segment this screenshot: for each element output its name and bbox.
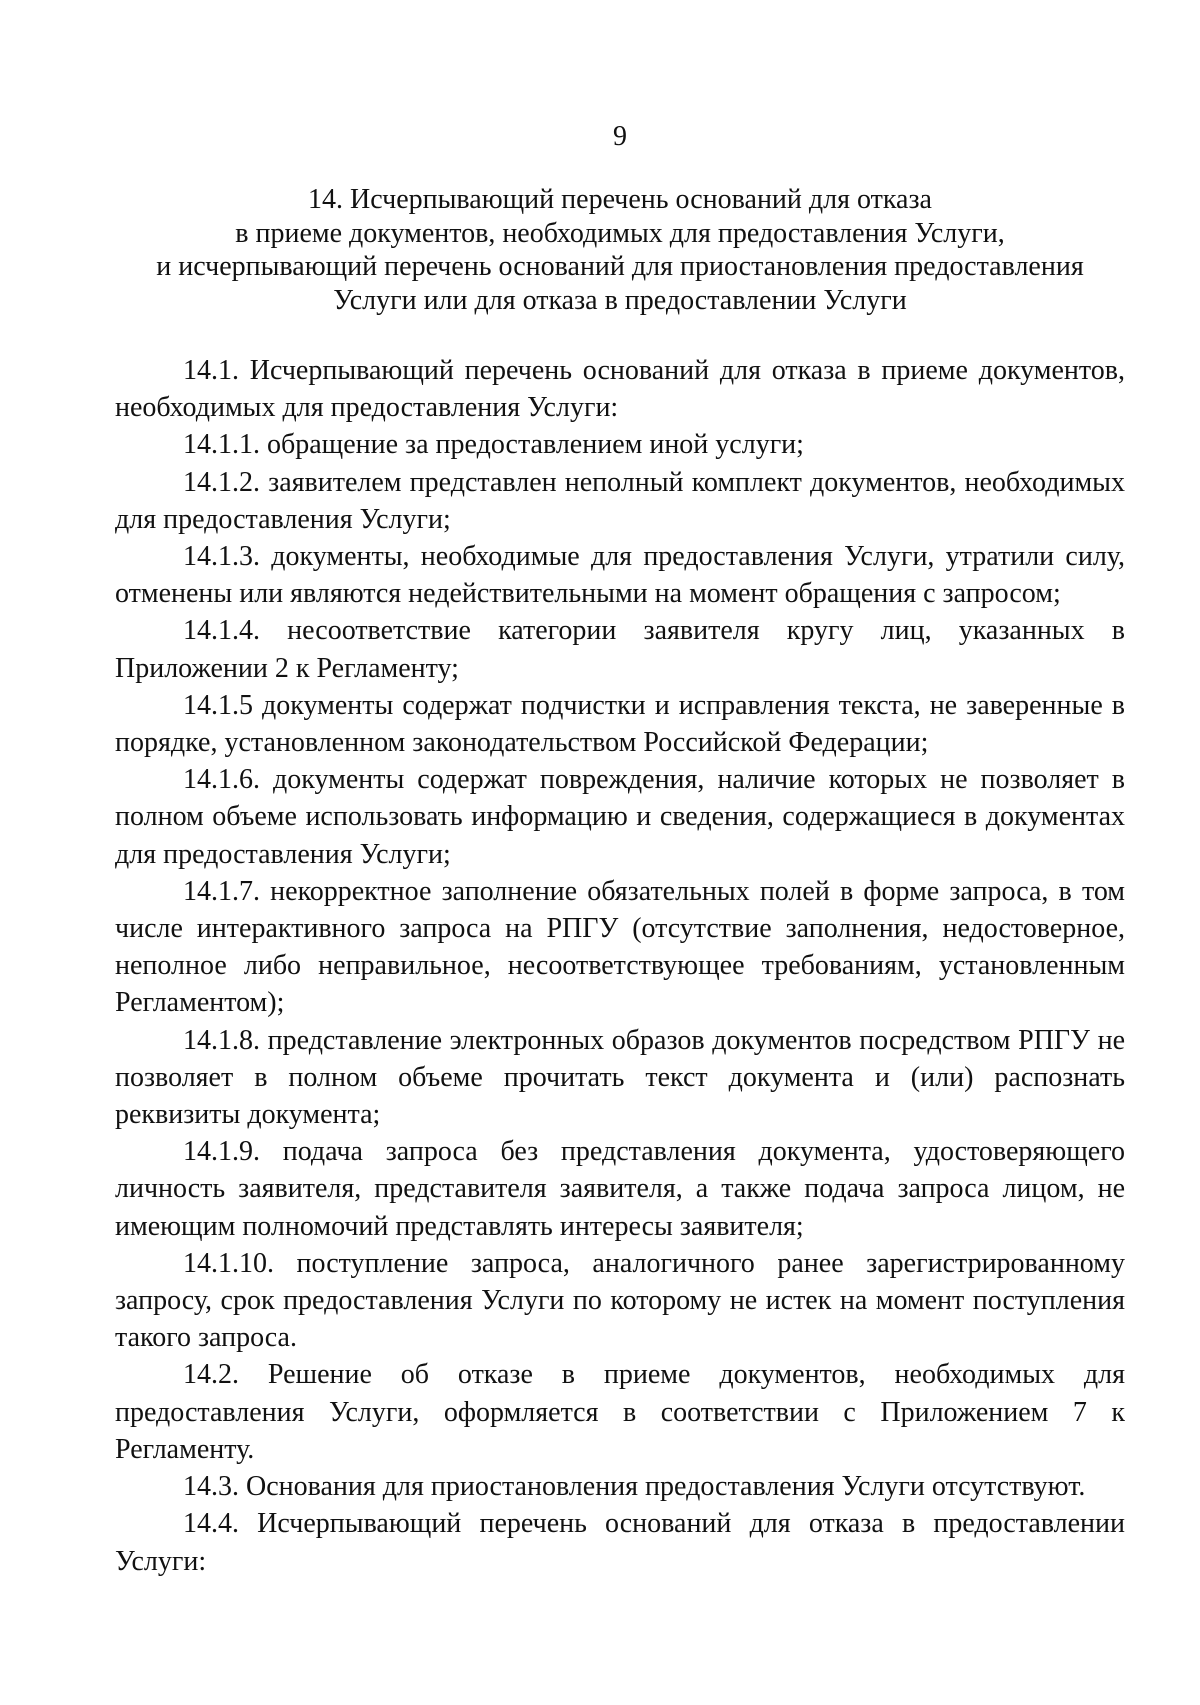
paragraph-14-4: 14.4. Исчерпывающий перечень оснований для отказа в предоставлении Услуги: <box>115 1508 1125 1577</box>
heading-line: и исчерпывающий перечень оснований для приостановления предоставления <box>156 251 1084 282</box>
heading-line: 14. Исчерпывающий перечень оснований для отказа <box>308 184 932 215</box>
page-number: 9 <box>613 121 627 152</box>
heading-line: в приеме документов, необходимых для предоставления Услуги, <box>235 217 1005 249</box>
paragraph-14-1-8: 14.1.8. представление электронных образов документов посредством РПГУ не позволяет в полном объеме прочитать текст документа и (или) распознать реквизиты документа; <box>115 1024 1125 1131</box>
paragraph-14-1-7: 14.1.7. некорректное заполнение обязательных полей в форме запроса, в том числе интерактивного запроса на РПГУ (отсутствие заполнения, недостоверное, неполное либо неправильное, несоответствующее требованиям, установленным Регламентом); <box>115 875 1125 1019</box>
paragraph-14-1-9: 14.1.9. подача запроса без представления документа, удостоверяющего личность заявителя, представителя заявителя, а также подача запроса лицом, не имеющим полномочий представлять интересы заявителя; <box>115 1136 1125 1242</box>
document-page <box>115 0 1125 1705</box>
paragraph-14-1-1: 14.1.1. обращение за предоставлением иной услуги; <box>183 429 804 461</box>
paragraph-14-1-6: 14.1.6. документы содержат повреждения, наличие которых не позволяет в полном объеме использовать информацию и сведения, содержащиеся в документах для предоставления Услуги; <box>115 764 1125 870</box>
paragraph-14-2: 14.2. Решение об отказе в приеме документов, необходимых для предоставления Услуги, оформляется в соответствии с Приложением 7 к Регламенту. <box>115 1359 1125 1465</box>
document-body <box>115 352 1125 1580</box>
section-heading <box>115 183 1125 317</box>
paragraph-14-1-3: 14.1.3. документы, необходимые для предоставления Услуги, утратили силу, отменены или являются недействительными на момент обращения с запросом; <box>115 541 1125 610</box>
paragraph-14-1-4: 14.1.4. несоответствие категории заявителя кругу лиц, указанных в Приложении 2 к Регламенту; <box>115 615 1125 684</box>
heading-line: Услуги или для отказа в предоставлении Услуги <box>333 284 907 316</box>
paragraph-14-1: 14.1. Исчерпывающий перечень оснований для отказа в приеме документов, необходимых для предоставления Услуги: <box>115 355 1125 424</box>
paragraph-14-1-10: 14.1.10. поступление запроса, аналогичного ранее зарегистрированному запросу, срок предоставления Услуги по которому не истек на момент поступления такого запроса. <box>115 1247 1125 1354</box>
paragraph-14-1-2: 14.1.2. заявителем представлен неполный комплект документов, необходимых для предоставления Услуги; <box>115 466 1125 535</box>
paragraph-14-1-5: 14.1.5 документы содержат подчистки и исправления текста, не заверенные в порядке, установленном законодательством Российской Федерации; <box>115 689 1125 759</box>
paragraph-14-3: 14.3. Основания для приостановления предоставления Услуги отсутствуют. <box>183 1471 1086 1503</box>
